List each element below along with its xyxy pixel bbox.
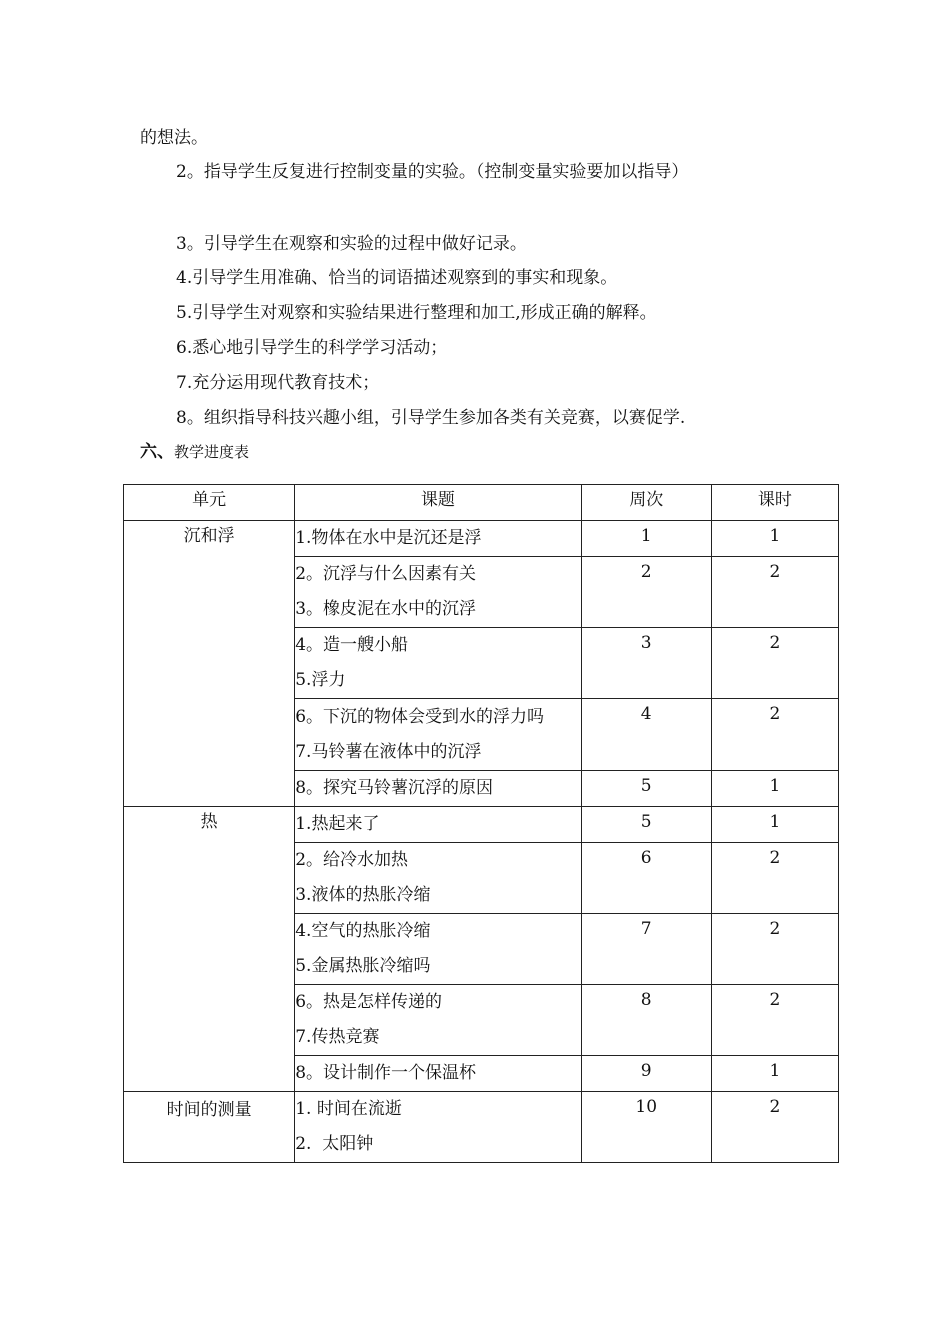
week-cell bbox=[581, 843, 711, 914]
topic-line: 1. 时间在流逝 bbox=[295, 1099, 402, 1119]
week-cell bbox=[581, 628, 711, 699]
topic-line: 2。沉浮与什么因素有关 bbox=[295, 564, 477, 584]
paragraph-item-4: 4.引导学生用准确、恰当的词语描述观察到的事实和现象。 bbox=[176, 268, 618, 288]
topic-cell bbox=[295, 557, 581, 628]
hours-value: 2 bbox=[769, 1097, 781, 1117]
topic-cell bbox=[295, 843, 581, 914]
paragraph-continuation: 的想法。 bbox=[140, 128, 208, 148]
hours-cell bbox=[711, 628, 838, 699]
paragraph-item-7: 7.充分运用现代教育技术； bbox=[176, 373, 380, 393]
hours-value: 2 bbox=[769, 848, 781, 868]
week-cell bbox=[581, 771, 711, 807]
topic-cell bbox=[295, 521, 581, 557]
hours-cell bbox=[711, 699, 838, 771]
topic-line: 3。橡皮泥在水中的沉浮 bbox=[295, 599, 477, 619]
topic-line: 6。热是怎样传递的 bbox=[295, 992, 443, 1012]
week-cell bbox=[581, 807, 711, 843]
hours-value: 2 bbox=[769, 562, 781, 582]
unit-cell-sink-float: 沉和浮 bbox=[124, 521, 295, 807]
week-value: 2 bbox=[640, 562, 652, 582]
week-value: 5 bbox=[640, 812, 652, 832]
topic-line: 2。给冷水加热 bbox=[295, 850, 409, 870]
hours-value: 2 bbox=[769, 704, 781, 724]
topic-cell bbox=[295, 771, 581, 807]
header-hours: 课时 bbox=[711, 485, 838, 521]
table-header-row bbox=[124, 485, 839, 521]
week-cell bbox=[581, 985, 711, 1056]
table-row bbox=[124, 807, 839, 843]
week-value: 5 bbox=[640, 776, 652, 796]
hours-cell bbox=[711, 1092, 838, 1163]
topic-line: 7.传热竞赛 bbox=[295, 1027, 380, 1047]
week-cell bbox=[581, 521, 711, 557]
week-value: 8 bbox=[640, 990, 652, 1010]
hours-cell bbox=[711, 771, 838, 807]
schedule-table bbox=[123, 484, 839, 1163]
week-value: 7 bbox=[640, 919, 652, 939]
header-week: 周次 bbox=[581, 485, 711, 521]
hours-cell bbox=[711, 807, 838, 843]
topic-line: 8。设计制作一个保温杯 bbox=[295, 1063, 477, 1083]
topic-line: 6。下沉的物体会受到水的浮力吗 bbox=[295, 707, 545, 727]
hours-value: 2 bbox=[769, 919, 781, 939]
table-row bbox=[124, 521, 839, 557]
hours-cell bbox=[711, 521, 838, 557]
topic-cell bbox=[295, 1056, 581, 1092]
topic-line: 4。造一艘小船 bbox=[295, 635, 409, 655]
hours-cell bbox=[711, 843, 838, 914]
week-value: 4 bbox=[640, 704, 652, 724]
section-heading bbox=[140, 441, 249, 463]
paragraph-item-5: 5.引导学生对观察和实验结果进行整理和加工,形成正确的解释。 bbox=[176, 303, 657, 323]
unit-cell-heat: 热 bbox=[124, 807, 295, 1092]
section-number: 六、 bbox=[140, 442, 174, 462]
paragraph-item-8: 8。组织指导科技兴趣小组，引导学生参加各类有关竞赛，以赛促学. bbox=[176, 408, 686, 428]
hours-value: 1 bbox=[769, 812, 781, 832]
section-title: 教学进度表 bbox=[174, 443, 250, 461]
topic-line: 2. 太阳钟 bbox=[295, 1134, 374, 1154]
topic-line: 7.马铃薯在液体中的沉浮 bbox=[295, 742, 482, 762]
unit-cell-time-measurement: 时间的测量 bbox=[124, 1092, 295, 1163]
week-cell bbox=[581, 1092, 711, 1163]
hours-cell bbox=[711, 914, 838, 985]
week-value: 3 bbox=[640, 633, 652, 653]
week-cell bbox=[581, 914, 711, 985]
topic-line: 4.空气的热胀冷缩 bbox=[295, 921, 431, 941]
hours-value: 1 bbox=[769, 1061, 781, 1081]
hours-value: 2 bbox=[769, 633, 781, 653]
paragraph-item-2: 2。指导学生反复进行控制变量的实验。（控制变量实验要加以指导） bbox=[176, 162, 689, 182]
topic-line: 1.物体在水中是沉还是浮 bbox=[295, 528, 482, 548]
week-value: 6 bbox=[640, 848, 652, 868]
topic-line: 8。探究马铃薯沉浮的原因 bbox=[295, 778, 494, 798]
week-value: 10 bbox=[635, 1097, 658, 1117]
header-unit: 单元 bbox=[124, 485, 295, 521]
hours-value: 1 bbox=[769, 526, 781, 546]
topic-cell bbox=[295, 628, 581, 699]
topic-line: 3.液体的热胀冷缩 bbox=[295, 885, 431, 905]
week-value: 1 bbox=[640, 526, 652, 546]
hours-cell bbox=[711, 1056, 838, 1092]
topic-line: 5.浮力 bbox=[295, 670, 346, 690]
topic-cell bbox=[295, 985, 581, 1056]
week-cell bbox=[581, 1056, 711, 1092]
week-cell bbox=[581, 557, 711, 628]
week-value: 9 bbox=[640, 1061, 652, 1081]
paragraph-item-6: 6.悉心地引导学生的科学学习活动； bbox=[176, 338, 448, 358]
table-row bbox=[124, 1092, 839, 1163]
week-cell bbox=[581, 699, 711, 771]
hours-cell bbox=[711, 557, 838, 628]
hours-value: 1 bbox=[769, 776, 781, 796]
topic-cell bbox=[295, 699, 581, 771]
topic-cell bbox=[295, 1092, 581, 1163]
topic-line: 5.金属热胀冷缩吗 bbox=[295, 956, 431, 976]
header-topic: 课题 bbox=[295, 485, 581, 521]
paragraph-item-3: 3。引导学生在观察和实验的过程中做好记录。 bbox=[176, 234, 527, 254]
topic-cell bbox=[295, 807, 581, 843]
topic-cell bbox=[295, 914, 581, 985]
hours-value: 2 bbox=[769, 990, 781, 1010]
hours-cell bbox=[711, 985, 838, 1056]
topic-line: 1.热起来了 bbox=[295, 814, 380, 834]
